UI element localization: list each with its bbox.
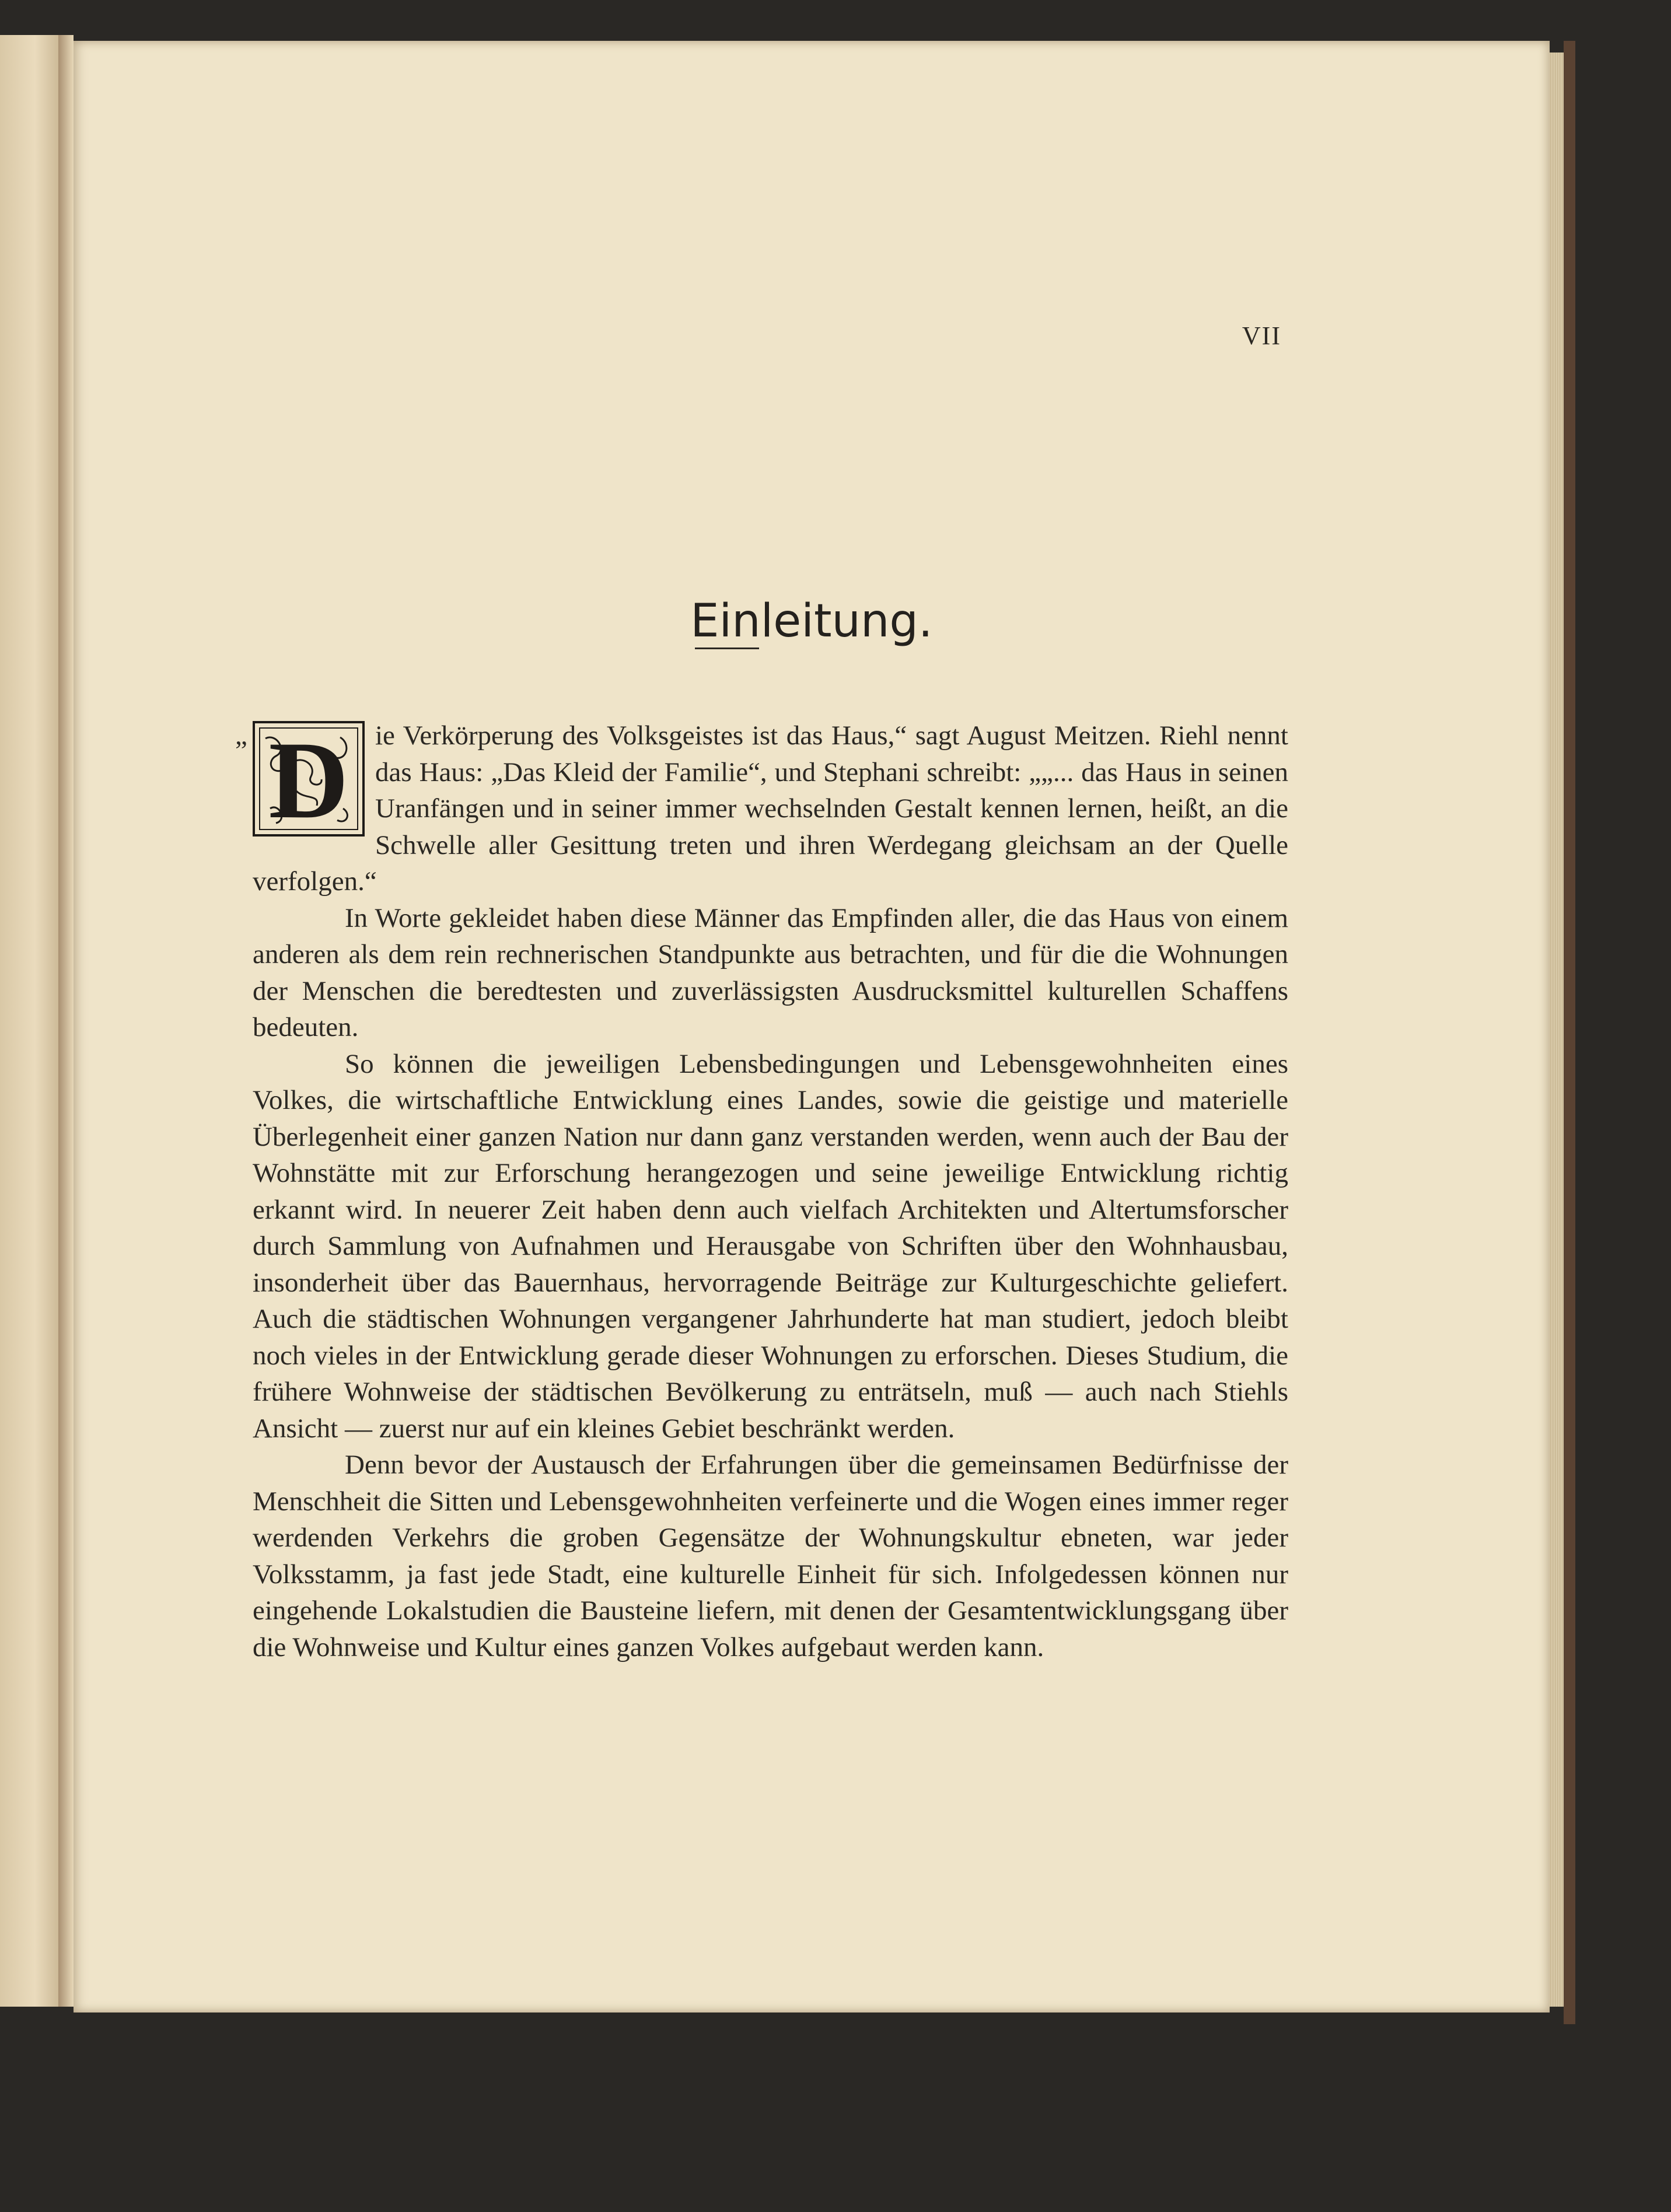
page-number: VII xyxy=(1242,321,1281,350)
dropcap-ornament xyxy=(253,721,365,836)
body-text xyxy=(235,718,1288,1665)
dropcap-letter: D xyxy=(268,721,349,836)
title-rule xyxy=(695,648,759,649)
opening-quote-mark: „ xyxy=(235,720,247,751)
book-cover-edge xyxy=(1564,41,1575,2024)
book-gutter xyxy=(58,35,74,2007)
paragraph-2: In Worte gekleidet haben diese Männer das Empfinden aller, die das Haus von einem anderen als dem rein rechnerischen Standpunkte aus betrachten, und für die die Wohnungen der Menschen die beredtesten und zuverlässigsten Ausdrucksmittel kulturellen Schaffens bedeuten. xyxy=(253,902,1288,1042)
book-page xyxy=(74,41,1550,2013)
paragraph-4: Denn bevor der Austausch der Erfahrungen über die gemeinsamen Bedürfnisse der Menschheit die Sitten und Lebensgewohnheiten verfeinerte und die Wogen eines immer reger werdenden Verkehrs die groben Gegensätze der Wohnungskultur ebneten, war jeder Volksstamm, ja fast jede Stadt, eine kulturelle Einheit für sich. Infolgedessen können nur eingehende Lokalstudien die Bausteine liefern, mit denen der Gesamtentwicklungsgang über die Wohnweise und Kultur eines ganzen Volkes aufgebaut werden kann. xyxy=(253,1450,1288,1662)
left-page-edge xyxy=(0,35,60,2007)
paragraph-1: ie Verkörperung des Volksgeistes ist das Haus,“ sagt August Meitzen. Riehl nennt das Haus: „Das Kleid der Familie“, und Stephani schreibt: „„... das Haus in seinen Uranfängen und in seiner immer wechselnden Gestalt kennen lernen, heißt, an die Schwelle aller Gesittung treten und ihren Werdegang gleichsam an der Quelle verfolgen.“ xyxy=(253,720,1288,897)
paragraph-3: So können die jeweiligen Lebensbedingungen und Lebensgewohnheiten eines Volkes, die wirtschaftliche Entwicklung eines Landes, sowie die geistige und materielle Überlegenheit einer ganzen Nation nur dann ganz verstanden werden, wenn auch der Bau der Wohnstätte mit zur Erforschung herangezogen und seine jeweilige Entwicklung richtig erkannt wird. In neuerer Zeit haben denn auch vielfach Architekten und Altertumsforscher durch Sammlung von Aufnahmen und Herausgabe von Schriften über den Wohnhausbau, insonderheit über das Bauernhaus, hervorragende Beiträge zur Kulturgeschichte geliefert. Auch die städtischen Wohnungen vergangener Jahrhunderte hat man studiert, jedoch bleibt noch vieles in der Entwicklung gerade dieser Wohnungen zu erforschen. Dieses Studium, die frühere Wohnweise der städtischen Bevölkerung zu enträtseln, muß — auch nach Stiehls Ansicht — zuerst nur auf ein kleines Gebiet beschränkt werden. xyxy=(253,1048,1288,1444)
chapter-title: Einleitung. xyxy=(690,595,933,648)
page-stack-edge xyxy=(1550,52,1564,2007)
